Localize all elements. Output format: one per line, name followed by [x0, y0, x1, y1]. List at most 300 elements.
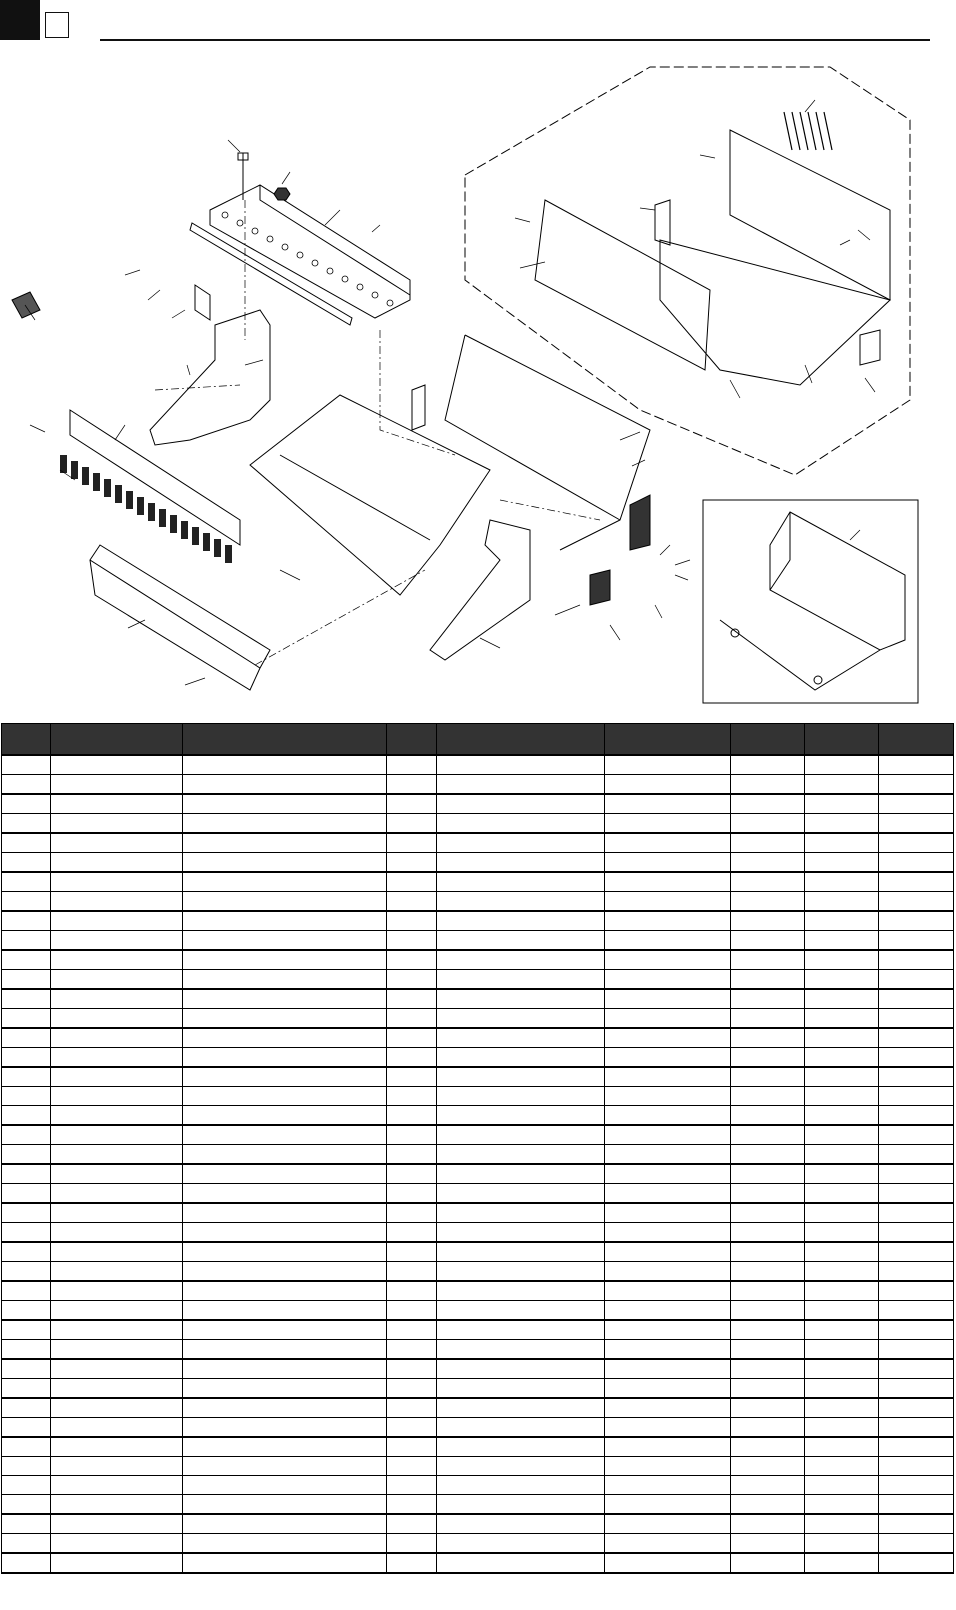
- table-cell: [805, 1553, 879, 1573]
- table-cell: [51, 1009, 183, 1029]
- table-cell: [387, 1534, 437, 1554]
- table-row: [2, 1534, 954, 1554]
- table-cell: [387, 1320, 437, 1340]
- table-row: [2, 1320, 954, 1340]
- table-cell: [183, 1457, 387, 1476]
- table-row: [2, 1203, 954, 1223]
- col-header-9: [879, 724, 954, 756]
- switch-array: [60, 455, 232, 563]
- table-cell: [731, 1203, 805, 1223]
- table-cell: [437, 1125, 605, 1145]
- table-cell: [731, 1495, 805, 1515]
- table-cell: [51, 1028, 183, 1048]
- table-cell: [879, 872, 954, 892]
- table-cell: [437, 1009, 605, 1029]
- table-cell: [805, 853, 879, 873]
- table-cell: [605, 1398, 731, 1418]
- table-cell: [387, 1301, 437, 1321]
- table-cell: [879, 970, 954, 990]
- table-cell: [605, 1320, 731, 1340]
- table-cell: [805, 970, 879, 990]
- table-cell: [731, 1242, 805, 1262]
- table-cell: [183, 1534, 387, 1554]
- table-cell: [387, 1476, 437, 1495]
- table-cell: [183, 1418, 387, 1438]
- table-cell: [51, 794, 183, 814]
- table-cell: [605, 1359, 731, 1379]
- table-row: [2, 1359, 954, 1379]
- table-cell: [51, 1125, 183, 1145]
- table-cell: [805, 872, 879, 892]
- table-cell: [731, 950, 805, 970]
- table-cell: [387, 1340, 437, 1360]
- table-cell: [731, 1476, 805, 1495]
- table-cell: [805, 892, 879, 912]
- table-row: [2, 1457, 954, 1476]
- table-cell: [2, 1340, 51, 1360]
- table-cell: [183, 1048, 387, 1068]
- table-row: [2, 950, 954, 970]
- table-cell: [731, 755, 805, 775]
- table-cell: [437, 989, 605, 1009]
- table-cell: [731, 1262, 805, 1282]
- table-cell: [879, 1242, 954, 1262]
- table-cell: [437, 1262, 605, 1282]
- table-cell: [437, 1534, 605, 1554]
- table-cell: [805, 1359, 879, 1379]
- table-cell: [2, 1145, 51, 1165]
- table-cell: [605, 1203, 731, 1223]
- table-row: [2, 1398, 954, 1418]
- table-cell: [51, 1359, 183, 1379]
- table-cell: [2, 1067, 51, 1087]
- table-cell: [183, 1203, 387, 1223]
- table-cell: [805, 1087, 879, 1106]
- table-row: [2, 1125, 954, 1145]
- table-cell: [387, 1048, 437, 1068]
- table-cell: [183, 931, 387, 951]
- table-cell: [2, 989, 51, 1009]
- table-cell: [51, 775, 183, 795]
- table-cell: [51, 1301, 183, 1321]
- table-cell: [879, 1476, 954, 1495]
- table-cell: [805, 1164, 879, 1184]
- table-row: [2, 1242, 954, 1262]
- table-cell: [387, 1223, 437, 1243]
- table-cell: [731, 1514, 805, 1534]
- table-cell: [387, 1242, 437, 1262]
- table-cell: [2, 1242, 51, 1262]
- table-cell: [51, 1457, 183, 1476]
- table-cell: [805, 1242, 879, 1262]
- table-cell: [183, 1437, 387, 1457]
- table-cell: [183, 1125, 387, 1145]
- table-cell: [51, 911, 183, 931]
- chassis-back-plate: [730, 130, 890, 300]
- table-cell: [605, 1534, 731, 1554]
- table-cell: [605, 794, 731, 814]
- table-row: [2, 872, 954, 892]
- table-cell: [605, 833, 731, 853]
- table-cell: [879, 1067, 954, 1087]
- table-row: [2, 1145, 954, 1165]
- table-cell: [731, 989, 805, 1009]
- table-cell: [879, 1087, 954, 1106]
- table-row: [2, 1301, 954, 1321]
- table-cell: [879, 1379, 954, 1399]
- table-cell: [605, 1379, 731, 1399]
- table-cell: [605, 1553, 731, 1573]
- table-cell: [183, 970, 387, 990]
- table-cell: [805, 794, 879, 814]
- table-cell: [879, 989, 954, 1009]
- table-cell: [731, 1028, 805, 1048]
- table-cell: [387, 1125, 437, 1145]
- table-cell: [879, 1106, 954, 1126]
- table-cell: [879, 775, 954, 795]
- table-cell: [437, 1437, 605, 1457]
- table-row: [2, 1340, 954, 1360]
- col-header-5: [437, 724, 605, 756]
- table-cell: [2, 794, 51, 814]
- table-cell: [605, 892, 731, 912]
- table-cell: [731, 853, 805, 873]
- table-cell: [805, 1457, 879, 1476]
- table-cell: [805, 755, 879, 775]
- table-cell: [183, 1301, 387, 1321]
- table-cell: [2, 1398, 51, 1418]
- table-cell: [2, 1184, 51, 1204]
- table-row: [2, 1067, 954, 1087]
- table-cell: [731, 775, 805, 795]
- table-cell: [51, 1262, 183, 1282]
- bracket-stand-right: [430, 520, 530, 660]
- table-cell: [183, 892, 387, 912]
- table-cell: [437, 755, 605, 775]
- table-cell: [2, 1262, 51, 1282]
- table-cell: [2, 1514, 51, 1534]
- table-cell: [51, 1398, 183, 1418]
- table-cell: [437, 1514, 605, 1534]
- table-cell: [805, 833, 879, 853]
- table-cell: [2, 1301, 51, 1321]
- table-cell: [879, 1320, 954, 1340]
- table-cell: [183, 989, 387, 1009]
- table-cell: [805, 1437, 879, 1457]
- table-cell: [437, 775, 605, 795]
- table-cell: [183, 1184, 387, 1204]
- table-body: [2, 755, 954, 1573]
- table-row: [2, 755, 954, 775]
- connector-left: [12, 292, 40, 318]
- table-cell: [731, 1418, 805, 1438]
- table-cell: [51, 1514, 183, 1534]
- table-cell: [51, 814, 183, 834]
- table-cell: [605, 989, 731, 1009]
- table-cell: [879, 1048, 954, 1068]
- table-cell: [387, 1262, 437, 1282]
- table-cell: [183, 1145, 387, 1165]
- table-cell: [731, 931, 805, 951]
- table-cell: [731, 833, 805, 853]
- table-cell: [51, 1048, 183, 1068]
- table-row: [2, 1476, 954, 1495]
- table-cell: [805, 1067, 879, 1087]
- table-row: [2, 1223, 954, 1243]
- table-cell: [605, 1437, 731, 1457]
- table-cell: [437, 1281, 605, 1301]
- table-cell: [183, 1320, 387, 1340]
- table-cell: [805, 1028, 879, 1048]
- table-cell: [805, 1009, 879, 1029]
- table-cell: [605, 1223, 731, 1243]
- table-cell: [387, 1379, 437, 1399]
- table-cell: [879, 1437, 954, 1457]
- table-cell: [805, 775, 879, 795]
- table-cell: [2, 872, 51, 892]
- table-cell: [387, 1184, 437, 1204]
- table-cell: [731, 794, 805, 814]
- table-cell: [605, 1067, 731, 1087]
- table-row: [2, 853, 954, 873]
- table-cell: [387, 989, 437, 1009]
- table-cell: [51, 1242, 183, 1262]
- table-cell: [605, 1164, 731, 1184]
- table-cell: [879, 1340, 954, 1360]
- col-header-2: [51, 724, 183, 756]
- table-cell: [731, 970, 805, 990]
- inset-cover-part: [720, 512, 905, 690]
- cable-bundle: [784, 112, 832, 150]
- table-row: [2, 1048, 954, 1068]
- table-cell: [183, 1553, 387, 1573]
- table-cell: [387, 1418, 437, 1438]
- table-cell: [2, 1359, 51, 1379]
- table-cell: [387, 1281, 437, 1301]
- table-cell: [2, 833, 51, 853]
- table-cell: [805, 1223, 879, 1243]
- table-cell: [879, 1534, 954, 1554]
- table-row: [2, 1553, 954, 1573]
- table-cell: [387, 1203, 437, 1223]
- table-cell: [51, 989, 183, 1009]
- table-cell: [51, 1281, 183, 1301]
- table-cell: [879, 1457, 954, 1476]
- table-cell: [51, 1106, 183, 1126]
- table-cell: [183, 1164, 387, 1184]
- table-cell: [2, 892, 51, 912]
- table-cell: [437, 931, 605, 951]
- table-cell: [51, 1223, 183, 1243]
- table-cell: [2, 1009, 51, 1029]
- table-cell: [51, 1495, 183, 1515]
- table-cell: [731, 892, 805, 912]
- table-cell: [51, 1184, 183, 1204]
- table-row: [2, 1164, 954, 1184]
- table-row: [2, 911, 954, 931]
- table-cell: [731, 1320, 805, 1340]
- table-cell: [605, 1106, 731, 1126]
- table-cell: [879, 1009, 954, 1029]
- col-header-6: [605, 724, 731, 756]
- table-cell: [879, 1145, 954, 1165]
- table-cell: [879, 950, 954, 970]
- table-cell: [2, 1281, 51, 1301]
- table-cell: [879, 1223, 954, 1243]
- table-cell: [879, 1028, 954, 1048]
- table-cell: [605, 1281, 731, 1301]
- table-cell: [879, 1495, 954, 1515]
- table-cell: [605, 1242, 731, 1262]
- table-cell: [437, 814, 605, 834]
- table-cell: [879, 1418, 954, 1438]
- table-cell: [51, 931, 183, 951]
- table-cell: [605, 775, 731, 795]
- table-row: [2, 1262, 954, 1282]
- table-cell: [605, 1495, 731, 1515]
- table-cell: [805, 1379, 879, 1399]
- table-cell: [605, 1301, 731, 1321]
- table-cell: [387, 1067, 437, 1087]
- small-bracket-b: [860, 330, 880, 365]
- table-cell: [605, 1184, 731, 1204]
- table-cell: [2, 1495, 51, 1515]
- table-cell: [879, 814, 954, 834]
- curved-panel: [445, 335, 650, 550]
- table-cell: [731, 911, 805, 931]
- table-cell: [605, 1125, 731, 1145]
- table-cell: [731, 1301, 805, 1321]
- table-cell: [51, 1145, 183, 1165]
- table-cell: [731, 1223, 805, 1243]
- table-cell: [183, 1281, 387, 1301]
- table-cell: [183, 1223, 387, 1243]
- table-row: [2, 931, 954, 951]
- chassis-base: [660, 240, 890, 385]
- table-cell: [731, 1457, 805, 1476]
- table-cell: [879, 892, 954, 912]
- table-cell: [605, 1087, 731, 1106]
- table-cell: [605, 911, 731, 931]
- table-cell: [51, 853, 183, 873]
- table-cell: [731, 1281, 805, 1301]
- table-cell: [605, 1028, 731, 1048]
- table-cell: [437, 1495, 605, 1515]
- table-cell: [605, 970, 731, 990]
- table-cell: [2, 853, 51, 873]
- table-cell: [605, 1048, 731, 1068]
- table-cell: [805, 1418, 879, 1438]
- table-cell: [2, 1106, 51, 1126]
- table-cell: [805, 1476, 879, 1495]
- table-row: [2, 794, 954, 814]
- table-cell: [437, 1028, 605, 1048]
- table-header-row: [2, 724, 954, 756]
- table-cell: [183, 833, 387, 853]
- table-cell: [51, 1067, 183, 1087]
- table-row: [2, 1379, 954, 1399]
- table-cell: [805, 1514, 879, 1534]
- table-cell: [387, 1553, 437, 1573]
- table-cell: [437, 833, 605, 853]
- table-cell: [805, 1262, 879, 1282]
- small-bracket-c: [630, 495, 650, 550]
- table-cell: [387, 1009, 437, 1029]
- table-cell: [731, 1398, 805, 1418]
- nut-top: [274, 188, 290, 200]
- table-cell: [51, 1164, 183, 1184]
- table-cell: [605, 950, 731, 970]
- table-cell: [437, 1048, 605, 1068]
- table-cell: [387, 1495, 437, 1515]
- table-cell: [805, 1301, 879, 1321]
- table-cell: [437, 794, 605, 814]
- inset-detail-frame: [703, 500, 918, 703]
- table-cell: [2, 1164, 51, 1184]
- table-cell: [387, 1087, 437, 1106]
- table-cell: [437, 892, 605, 912]
- table-cell: [437, 1457, 605, 1476]
- table-cell: [879, 1125, 954, 1145]
- col-header-8: [805, 724, 879, 756]
- table-cell: [605, 1009, 731, 1029]
- table-cell: [879, 1301, 954, 1321]
- table-row: [2, 1184, 954, 1204]
- table-cell: [605, 1514, 731, 1534]
- table-cell: [605, 1340, 731, 1360]
- table-cell: [879, 853, 954, 873]
- table-cell: [605, 1262, 731, 1282]
- table-cell: [437, 970, 605, 990]
- table-cell: [387, 1359, 437, 1379]
- table-row: [2, 1106, 954, 1126]
- table-cell: [183, 1028, 387, 1048]
- table-cell: [51, 1553, 183, 1573]
- table-cell: [2, 1476, 51, 1495]
- small-bracket-a: [655, 200, 670, 245]
- table-cell: [805, 1203, 879, 1223]
- table-cell: [387, 1514, 437, 1534]
- table-row: [2, 833, 954, 853]
- table-cell: [387, 755, 437, 775]
- table-cell: [183, 1067, 387, 1087]
- table-cell: [2, 950, 51, 970]
- table-cell: [387, 1106, 437, 1126]
- table-row: [2, 775, 954, 795]
- table-row: [2, 1514, 954, 1534]
- table-cell: [387, 853, 437, 873]
- table-cell: [879, 794, 954, 814]
- table-cell: [387, 892, 437, 912]
- table-cell: [183, 950, 387, 970]
- table-cell: [51, 1534, 183, 1554]
- table-row: [2, 989, 954, 1009]
- table-cell: [2, 1048, 51, 1068]
- col-header-7: [731, 724, 805, 756]
- table-cell: [879, 1359, 954, 1379]
- table-cell: [731, 1067, 805, 1087]
- table-cell: [387, 970, 437, 990]
- table-cell: [731, 1359, 805, 1379]
- table-cell: [879, 1398, 954, 1418]
- table-cell: [51, 892, 183, 912]
- table-cell: [805, 1534, 879, 1554]
- table-cell: [2, 775, 51, 795]
- table-cell: [183, 1340, 387, 1360]
- table-cell: [437, 872, 605, 892]
- table-cell: [605, 1145, 731, 1165]
- table-cell: [805, 989, 879, 1009]
